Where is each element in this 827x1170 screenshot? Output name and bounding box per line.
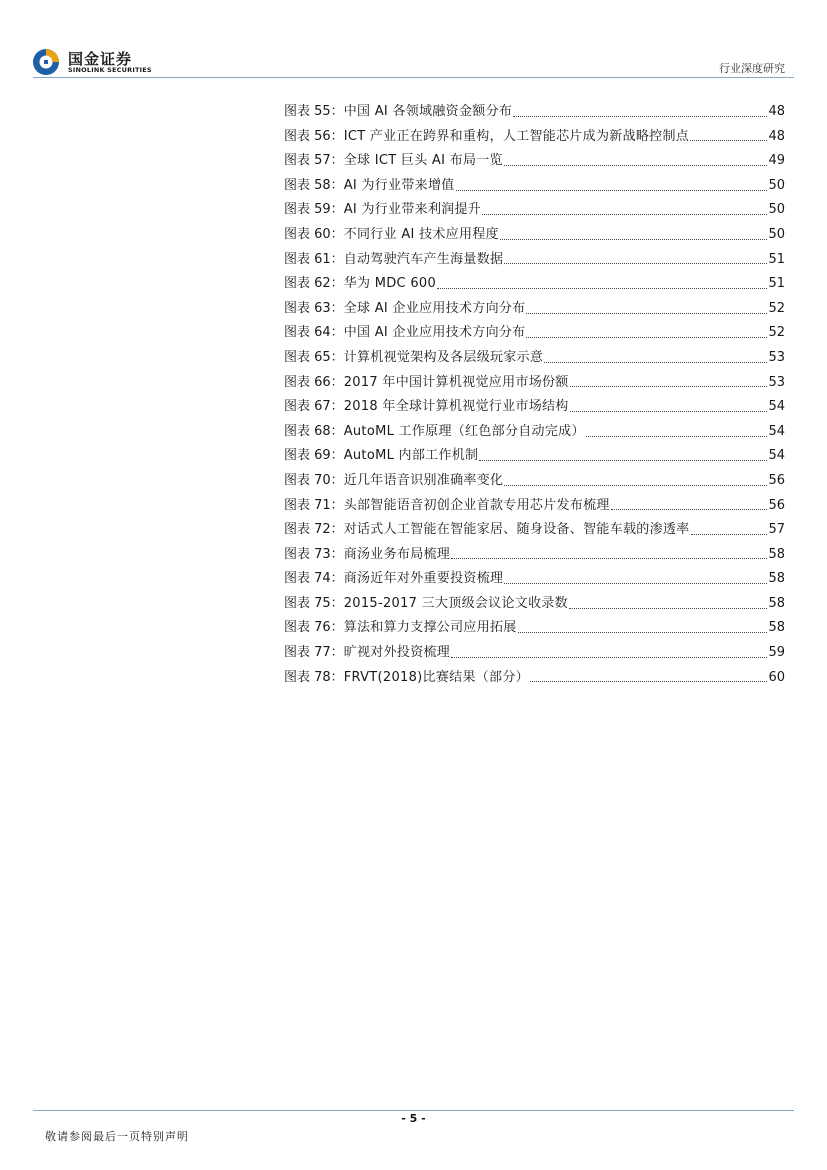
toc-entry[interactable]	[284, 174, 785, 199]
toc-entry-label: 图表 75：	[284, 595, 344, 611]
toc-entry-label: 图表 60：	[284, 226, 344, 242]
toc-entry-title: 2018 年全球计算机视觉行业市场结构	[343, 399, 569, 415]
toc-entry-page: 53	[768, 374, 785, 390]
toc-leader-dots	[530, 681, 768, 682]
logo-text-en: SINOLINK SECURITIES	[68, 66, 152, 74]
toc-leader-dots	[526, 337, 767, 338]
toc-entry-label: 图表 67：	[284, 399, 344, 415]
toc-entry-page: 57	[768, 522, 785, 538]
toc-entry-page: 51	[768, 251, 785, 267]
toc-entry[interactable]	[284, 346, 785, 371]
toc-entry-page: 49	[768, 153, 785, 169]
company-logo	[32, 46, 162, 78]
toc-entry-label: 图表 76：	[284, 620, 344, 636]
toc-entry-page: 50	[768, 202, 785, 218]
toc-entry-page: 50	[768, 177, 785, 193]
toc-entry-title: 中国 AI 各领域融资金额分布	[343, 104, 513, 119]
toc-entry-label: 图表 61：	[284, 251, 344, 267]
toc-entry[interactable]	[284, 248, 785, 273]
toc-entry[interactable]	[284, 297, 785, 322]
toc-entry[interactable]	[284, 198, 785, 223]
footer-divider	[33, 1110, 794, 1111]
toc-entry-title: AutoML 工作原理（红色部分自动完成）	[343, 423, 585, 439]
toc-leader-dots	[570, 386, 768, 387]
toc-entry-page: 60	[768, 669, 785, 685]
toc-entry-title: AutoML 内部工作机制	[343, 448, 479, 464]
toc-leader-dots	[691, 534, 768, 535]
toc-leader-dots	[500, 239, 768, 240]
toc-entry-page: 52	[768, 325, 785, 341]
toc-entry-page: 58	[768, 546, 785, 562]
toc-entry-title: 计算机视觉架构及各层级玩家示意	[343, 349, 544, 365]
toc-entry-label: 图表 69：	[284, 448, 344, 464]
toc-entry-title: 近几年语音识别准确率变化	[343, 472, 504, 488]
toc-leader-dots	[544, 362, 767, 363]
toc-entry-title: 华为 MDC 600	[343, 276, 437, 292]
toc-leader-dots	[504, 165, 768, 166]
toc-entry-title: 旷视对外投资梳理	[343, 645, 451, 661]
footer-disclaimer: 敬请参阅最后一页特别声明	[45, 1130, 189, 1143]
toc-entry-label: 图表 74：	[284, 571, 344, 587]
toc-leader-dots	[513, 116, 767, 117]
page-number: - 5 -	[401, 1112, 426, 1125]
toc-entry-page: 58	[768, 571, 785, 587]
toc-entry[interactable]	[284, 223, 785, 248]
toc-entry-title: AI 为行业带来增值	[343, 177, 455, 193]
toc-leader-dots	[570, 411, 768, 412]
toc-entry-title: 商汤近年对外重要投资梳理	[343, 571, 504, 587]
toc-leader-dots	[451, 558, 767, 559]
toc-entry-label: 图表 57：	[284, 153, 344, 169]
toc-entry-page: 54	[768, 399, 785, 415]
toc-leader-dots	[437, 288, 767, 289]
toc-entry-label: 图表 65：	[284, 349, 344, 365]
toc-entry[interactable]	[284, 494, 785, 519]
header-divider	[33, 77, 794, 78]
sinolink-logo-icon	[32, 48, 60, 76]
toc-leader-dots	[479, 460, 767, 461]
toc-entry-title: 全球 ICT 巨头 AI 布局一览	[343, 153, 503, 169]
toc-entry[interactable]	[284, 272, 785, 297]
toc-entry-page: 51	[768, 276, 785, 292]
toc-entry-page: 48	[768, 128, 785, 144]
toc-entry-page: 56	[768, 497, 785, 513]
toc-entry[interactable]	[284, 592, 785, 617]
toc-entry[interactable]	[284, 100, 785, 125]
report-type: 行业深度研究	[719, 62, 785, 75]
toc-entry[interactable]	[284, 518, 785, 543]
toc-leader-dots	[569, 608, 767, 609]
toc-entry-title: FRVT(2018)比赛结果（部分）	[343, 669, 529, 685]
toc-entry-label: 图表 70：	[284, 472, 344, 488]
toc-entry-label: 图表 71：	[284, 497, 344, 513]
toc-entry[interactable]	[284, 395, 785, 420]
toc-entry-label: 图表 59：	[284, 202, 344, 218]
toc-entry-title: AI 为行业带来利润提升	[343, 202, 482, 218]
toc-entry[interactable]	[284, 543, 785, 568]
toc-entry-title: 2015-2017 三大顶级会议论文收录数	[343, 595, 568, 611]
toc-entry[interactable]	[284, 125, 785, 150]
toc-leader-dots	[451, 657, 767, 658]
toc-entry-page: 58	[768, 620, 785, 636]
toc-entry-title: 商汤业务布局梳理	[343, 546, 451, 562]
toc-leader-dots	[504, 583, 767, 584]
toc-leader-dots	[690, 140, 767, 141]
toc-entry[interactable]	[284, 321, 785, 346]
toc-leader-dots	[482, 214, 767, 215]
toc-entry-label: 图表 77：	[284, 645, 344, 661]
toc-entry[interactable]	[284, 371, 785, 396]
toc-entry-page: 50	[768, 226, 785, 242]
toc-entry[interactable]	[284, 641, 785, 666]
toc-entry-label: 图表 64：	[284, 325, 344, 341]
logo-text-cn: 国金证券	[68, 50, 133, 68]
toc-leader-dots	[611, 509, 768, 510]
toc-entry-label: 图表 55：	[284, 104, 344, 119]
toc-entry[interactable]	[284, 666, 785, 691]
toc-entry[interactable]	[284, 444, 785, 469]
toc-entry-page: 52	[768, 300, 785, 316]
toc-leader-dots	[504, 263, 767, 264]
toc-leader-dots	[456, 190, 768, 191]
toc-entry-page: 59	[768, 645, 785, 661]
toc-leader-dots	[504, 485, 767, 486]
toc-entry-page: 56	[768, 472, 785, 488]
toc-entry-title: 对话式人工智能在智能家居、随身设备、智能车载的渗透率	[343, 522, 690, 538]
toc-entry[interactable]	[284, 616, 785, 641]
toc-entry-label: 图表 62：	[284, 276, 344, 292]
toc-entry-title: 2017 年中国计算机视觉应用市场份额	[343, 374, 569, 390]
toc-entry-title: 全球 AI 企业应用技术方向分布	[343, 300, 526, 316]
toc-entry[interactable]	[284, 469, 785, 494]
toc-entry-title: 头部智能语音初创企业首款专用芯片发布梳理	[343, 497, 610, 513]
toc-entry-page: 54	[768, 448, 785, 464]
toc-entry-title: 不同行业 AI 技术应用程度	[343, 226, 499, 242]
toc-entry-page: 54	[768, 423, 785, 439]
toc-entry[interactable]	[284, 149, 785, 174]
toc-entry-label: 图表 63：	[284, 300, 344, 316]
toc-entry-page: 53	[768, 349, 785, 365]
toc-entry-label: 图表 78：	[284, 669, 344, 685]
toc-entry-page: 58	[768, 595, 785, 611]
toc-entry[interactable]	[284, 420, 785, 445]
toc-entry-label: 图表 66：	[284, 374, 344, 390]
toc-entry-label: 图表 72：	[284, 522, 344, 538]
toc-entry-title: 算法和算力支撑公司应用拓展	[343, 620, 517, 636]
toc-entry-page: 48	[768, 104, 785, 119]
toc-entry-label: 图表 58：	[284, 177, 344, 193]
toc-entry-label: 图表 73：	[284, 546, 344, 562]
toc-leader-dots	[526, 313, 767, 314]
toc-entry-title: 中国 AI 企业应用技术方向分布	[343, 325, 526, 341]
toc-entry-label: 图表 56：	[284, 128, 344, 144]
toc-leader-dots	[518, 632, 768, 633]
toc-entry-title: ICT 产业正在跨界和重构，人工智能芯片成为新战略控制点	[343, 128, 690, 144]
toc-entry[interactable]	[284, 567, 785, 592]
toc-entry-label: 图表 68：	[284, 423, 344, 439]
toc-leader-dots	[586, 436, 768, 437]
toc-entry-title: 自动驾驶汽车产生海量数据	[343, 251, 504, 267]
figure-list	[284, 100, 785, 690]
